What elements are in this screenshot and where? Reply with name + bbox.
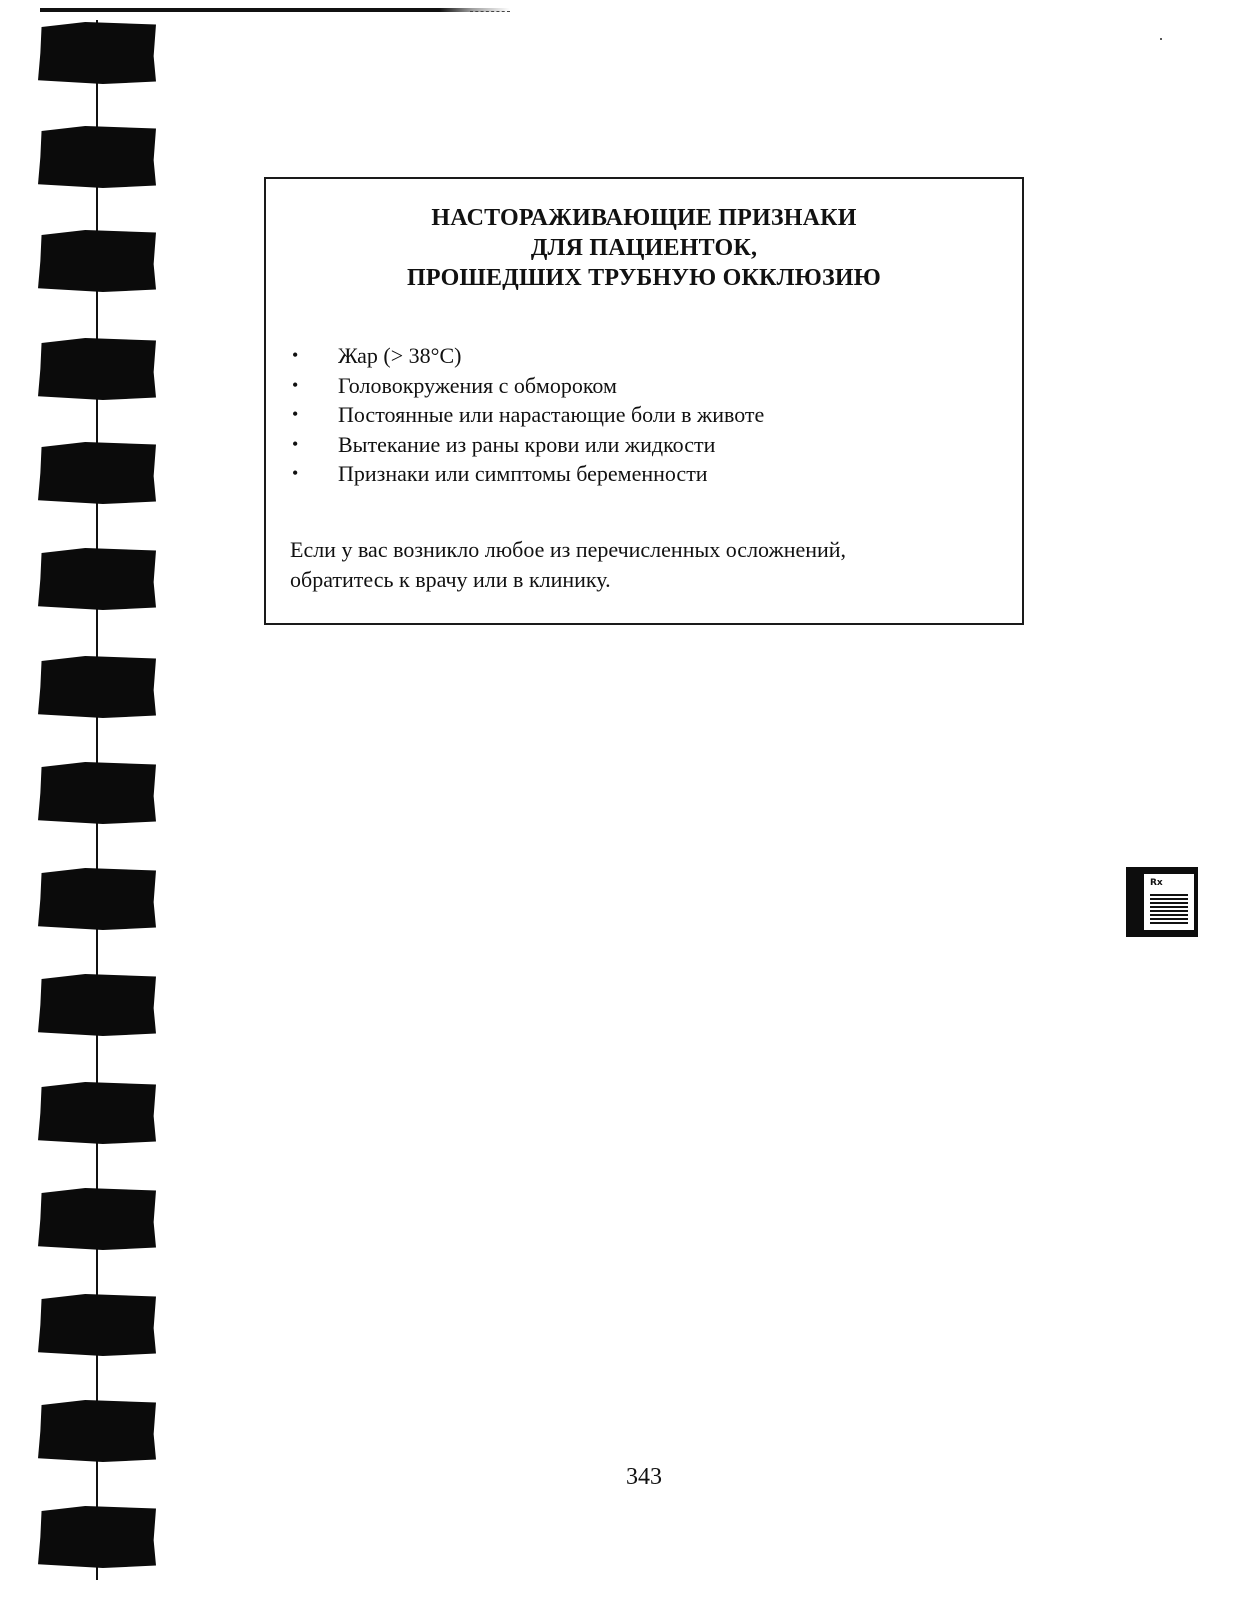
binding-tab xyxy=(38,762,156,824)
binding-tab xyxy=(38,126,156,188)
binding-tab xyxy=(38,656,156,718)
list-item xyxy=(290,371,764,401)
binding-tab xyxy=(38,868,156,930)
binding-tab xyxy=(38,1294,156,1356)
binding-tab xyxy=(38,1188,156,1250)
list-item-text: Головокружения с обмороком xyxy=(338,372,617,398)
page-number: 343 xyxy=(626,1464,662,1490)
rx-label: Rx xyxy=(1150,878,1163,888)
scan-top-edge-dash xyxy=(470,11,510,13)
bullet-icon: • xyxy=(292,374,299,395)
text-lines-icon xyxy=(1150,894,1188,924)
note-line: обратитесь к врачу или в клинику. xyxy=(290,567,611,592)
bullet-icon: • xyxy=(292,463,299,483)
title-line: ПРОШЕДШИХ ТРУБНУЮ ОККЛЮЗИЮ xyxy=(407,265,881,291)
binding-tab xyxy=(38,442,156,504)
title-line: НАСТОРАЖИВАЮЩИЕ ПРИЗНАКИ xyxy=(431,205,857,231)
binding-tab xyxy=(38,230,156,292)
warning-signs-box xyxy=(264,177,1024,625)
scan-speck xyxy=(1160,38,1162,40)
list-item-text: Вытекание из раны крови или жидкости xyxy=(338,431,716,457)
list-item xyxy=(290,430,764,460)
binding-tab xyxy=(38,1400,156,1462)
list-item xyxy=(290,459,764,489)
title-line: ДЛЯ ПАЦИЕНТОК, xyxy=(530,235,758,261)
binding-tab xyxy=(38,338,156,400)
list-item-text: Жар (> 38°С) xyxy=(338,343,462,368)
binding-tab xyxy=(38,22,156,84)
note-line: Если у вас возникло любое из перечисленных осложнений, xyxy=(290,537,847,562)
bullet-icon: • xyxy=(292,433,299,454)
warning-box-title xyxy=(266,203,1022,293)
prescription-icon xyxy=(1144,874,1194,930)
bullet-icon: • xyxy=(292,345,299,365)
list-item-text: Признаки или симптомы беременности xyxy=(338,461,708,486)
binding-tab xyxy=(38,1506,156,1568)
warning-signs-list xyxy=(290,341,764,489)
binding-tab xyxy=(38,974,156,1036)
list-item xyxy=(290,400,764,430)
binding-tab xyxy=(38,1082,156,1144)
binding-tab xyxy=(38,548,156,610)
list-item xyxy=(290,341,764,371)
warning-box-note xyxy=(290,535,1010,595)
prescription-section-tab xyxy=(1126,867,1198,937)
list-item-text: Постоянные или нарастающие боли в животе xyxy=(338,402,765,427)
bullet-icon: • xyxy=(292,404,299,424)
spiral-binding xyxy=(0,0,170,1601)
